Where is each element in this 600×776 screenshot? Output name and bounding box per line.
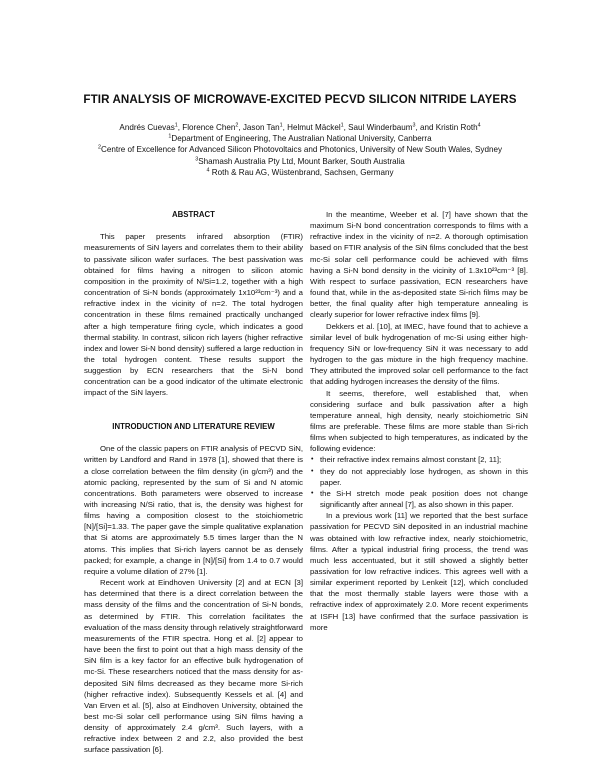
right-column (310, 209, 528, 633)
intro-paragraph-4: Dekkers et al. [10], at IMEC, have found that to achieve a similar level of bulk hydrogenation of mc-Si using either high-frequency SiN or low-frequency SiN it was necessary to add hydrogen to the gas mixture in the high frequency machine. They attributed the improved solar cell performance to the fact that adding hydrogen increases the density of the films. (310, 321, 528, 387)
introduction-heading: INTRODUCTION AND LITERATURE REVIEW (112, 421, 275, 431)
affiliation-4 (0, 167, 600, 178)
affiliation-text: Shamash Australia Pty Ltd, Mount Barker, South Australia (198, 156, 405, 166)
affiliation-3 (0, 156, 600, 167)
evidence-item: • their refractive index remains almost constant [2, 11]; (310, 454, 528, 465)
intro-paragraph-1: One of the classic papers on FTIR analysis of PECVD SiN, written by Landford and Rand in 1978 [1], showed that there is a close correlation between the film density (in g/cm³) and the atomic packing, represented by the sum of Si and N atomic concentrations. Both parameters were observed to increase with increasing N/Si ratio, that is, the density was highest for films having a composition closest to the stoichiometric [N]/[Si]=1.33. The paper gave the simple qualitative explanation that Si atoms are approximately 5.5 times larger than the N atoms. This implies that Si-rich layers cannot be as densely packed; for example, a change in [N]/[Si] from 1.4 to 0.7 would require a volume dilation of 27% [1]. (84, 444, 303, 576)
author-name: , Saul Winderbaum (343, 123, 413, 132)
affiliation-mark: 4 (206, 167, 210, 174)
author-block (0, 122, 600, 178)
intro-paragraph-6: In a previous work [11] we reported that the best surface passivation for PECVD SiN deposited in an industrial machine was obtained with low refractive index, nearly stoichiometric, films. After a typical industrial firing process, the trend was much less accentuated, but it still showed a slightly better passivation for low refractive indices. This agrees well with a similar experiment reported by Lenkeit [12], which concluded that the most thermally stable layers were those with a refractive index of approximately 2.0. More recent experiments at ISFH [13] have confirmed that the surface passivation is more (310, 511, 528, 632)
affiliation-1 (0, 133, 600, 144)
paper-title: FTIR ANALYSIS OF MICROWAVE-EXCITED PECVD SILICON NITRIDE LAYERS (83, 93, 517, 106)
author-affiliation-mark: 2 (235, 122, 239, 129)
affiliation-text: Centre of Excellence for Advanced Silicon Photovoltaics and Photonics, University of New South Wales, Sydney (101, 145, 502, 155)
author-name: , Florence Chen (177, 123, 236, 132)
author-affiliation-mark: 1 (279, 122, 283, 129)
affiliation-2 (0, 144, 600, 155)
abstract-heading: ABSTRACT (172, 210, 215, 219)
author-affiliation-mark: 1 (340, 122, 344, 129)
author-name: Andrés Cuevas (119, 123, 175, 132)
affiliation-text: Roth & Rau AG, Wüstenbrand, Sachsen, Germany (209, 167, 394, 177)
intro-paragraph-5: It seems, therefore, well established that, when considering surface and bulk passivation after a high temperature anneal, high density, nearly stoichiometric SiN films are preferable. These films are more stable than Si-rich films when subjected to high temperatures, as indicated by the following evidence: (310, 388, 528, 454)
author-affiliation-mark: 3 (412, 122, 416, 129)
author-affiliation-mark: 4 (477, 122, 481, 129)
evidence-list (310, 454, 528, 510)
intro-paragraph-3: In the meantime, Weeber et al. [7] have shown that the maximum Si-N bond concentration corresponds to films with a refractive index in the vicinity of n=2. A thorough optimisation based on FTIR analysis of the SiN films concluded that the best mc-Si solar cell performance could be achieved with films having a Si-N bond density in the vicinity of 1.3x10²³cm⁻³ [8]. With respect to surface passivation, ECN researchers have found that, while in the as-deposited state Si-rich films may be better, the final quality after high temperature annealing is clearly superior for lower refractive index films [9]. (310, 210, 528, 320)
intro-paragraph-2: Recent work at Eindhoven University [2] and at ECN [3] has determined that there is a direct correlation between the mass density of the films and the concentration of Si-N bonds, as determined by FTIR. This correlation facilitates the evaluation of the mass density through relatively straightforward measurements of the FTIR spectra. Hong et al. [2] appear to have been the first to point out that a high mass density of the SiN film is a key factor for an effective bulk hydrogenation of mc-Si. These researchers noticed that the mass density for as-deposited SiN films decreased as they became more Si-rich (higher refractive index). Subsequently Kessels et al. [4] and Van Erven et al. [5], also at Eindhoven University, obtained the best mc-Si solar cell performance using SiN films having a density of approximately 2.4 g/cm³. Such layers, with a refractive index between 2 and 2.2, also provided the best surface passivation [6]. (84, 578, 303, 755)
author-affiliation-mark: 1 (174, 122, 178, 129)
author-list (0, 122, 600, 133)
evidence-item: • the Si-H stretch mode peak position does not change significantly after anneal [7], as also shown in this paper. (310, 488, 528, 510)
evidence-item: • they do not appreciably lose hydrogen, as shown in this paper. (310, 466, 528, 488)
abstract-paragraph: This paper presents infrared absorption (FTIR) measurements of SiN layers and correlates them to their ability to passivate silicon wafer surfaces. The best passivation was obtained for films having a nitrogen to silicon atomic composition in the proximity of N/Si=1.2, together with a high concentration of Si-N bonds (approximately 1x10²³cm⁻³) and a refractive index in the vicinity of n=2. The total hydrogen concentration in these films remained practically unchanged after a high temperature firing cycle, which indicates a good thermal stability. In contrast, silicon rich layers (higher refractive index and lower Si-N bond density) suffered a large reduction in the total hydrogen content. These results support the suggestion by ECN researchers that the Si-N bond concentration can be a good indicator of the ultimate electronic impact of the SiN layers. (84, 232, 303, 398)
author-name: , Jason Tan (238, 123, 280, 132)
author-name: , Helmut Mäckel (282, 123, 341, 132)
author-name: , and Kristin Roth (415, 123, 478, 132)
affiliation-mark: 1 (168, 133, 172, 140)
left-column (84, 209, 303, 756)
affiliation-mark: 3 (195, 155, 199, 162)
affiliation-mark: 2 (98, 144, 101, 151)
affiliation-text: Department of Engineering, The Australian National University, Canberra (171, 134, 432, 144)
